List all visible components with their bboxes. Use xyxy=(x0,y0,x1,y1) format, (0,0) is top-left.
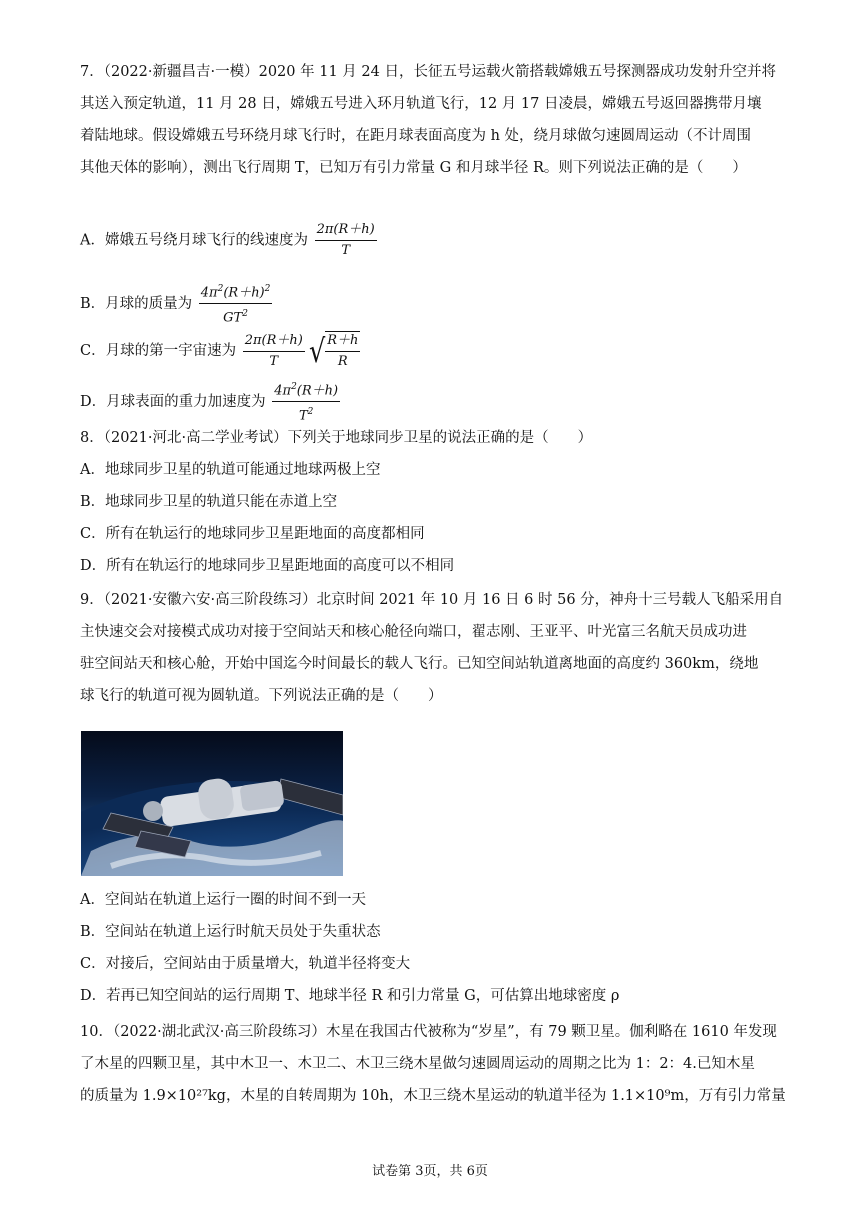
question-10-line-1: 10．（2022·湖北武汉·高三阶段练习）木星在我国古代被称为“岁星”，有 79 颗卫星。伽利略在 1610 年发现 xyxy=(80,1024,777,1040)
option-c-text: C．月球的第一宇宙速为 xyxy=(80,343,237,359)
question-9-option-b: B．空间站在轨道上运行时航天员处于失重状态 xyxy=(80,924,381,940)
question-8 xyxy=(80,422,780,582)
question-7-option-c xyxy=(80,331,360,371)
question-9-line-2: 主快速交会对接模式成功对接于空间站天和核心舱径向端口，翟志刚、王亚平、叶光富三名航天员成功进 xyxy=(80,624,747,640)
question-9-line-3: 驻空间站天和核心舱，开始中国迄今时间最长的载人飞行。已知空间站轨道离地面的高度约 360km，绕地 xyxy=(80,656,759,672)
option-a-text: A．嫦娥五号绕月球飞行的线速度为 xyxy=(80,232,308,249)
question-8-option-a: A．地球同步卫星的轨道可能通过地球两极上空 xyxy=(80,462,381,478)
option-d-formula: $\frac{4\pi^2(R+h)}{T^2}$ xyxy=(272,378,340,426)
question-7-line-1: 7．（2022·新疆昌吉·一模）2020 年 11 月 24 日，长征五号运载火箭搭载嫦娥五号探测器成功发射升空并将 xyxy=(80,64,776,80)
space-station-image xyxy=(81,731,343,876)
question-9 xyxy=(80,584,784,712)
option-b-formula: $\frac{4\pi^2(R+h)^2}{GT^2}$ xyxy=(199,280,273,328)
question-8-option-c: C．所有在轨运行的地球同步卫星距地面的高度都相同 xyxy=(80,526,425,542)
question-10-line-2: 了木星的四颗卫星，其中木卫一、木卫二、木卫三绕木星做匀速圆周运动的周期之比为 1：2：4.已知木星 xyxy=(80,1056,755,1072)
question-9-line-4: 球飞行的轨道可视为圆轨道。下列说法正确的是（ ） xyxy=(80,688,443,704)
question-10 xyxy=(80,1016,786,1112)
option-d-text: D．月球表面的重力加速度为 xyxy=(80,393,266,410)
question-10-line-3: 的质量为 1.9×10²⁷kg，木星的自转周期为 10h，木卫三绕木星运动的轨道半径为 1.1×10⁹m，万有引力常量 xyxy=(80,1088,786,1104)
question-9-option-a: A．空间站在轨道上运行一圈的时间不到一天 xyxy=(80,892,366,908)
option-a-formula: $\frac{2\pi(R+h)}{T}$ xyxy=(316,222,375,258)
question-9-option-d: D．若再已知空间站的运行周期 T、地球半径 R 和引力常量 G，可估算出地球密度 ρ xyxy=(80,988,620,1004)
option-b-text: B．月球的质量为 xyxy=(80,295,193,312)
question-7-line-2: 其送入预定轨道，11 月 28 日，嫦娥五号进入环月轨道飞行，12 月 17 日凌晨，嫦娥五号返回器携带月壤 xyxy=(80,96,762,112)
question-9-options xyxy=(80,884,780,1012)
option-c-formula: $\frac{2\pi(R+h)}{T}$ xyxy=(244,332,303,369)
question-8-stem: 8．（2021·河北·高二学业考试）下列关于地球同步卫星的说法正确的是（ ） xyxy=(80,430,593,446)
question-7-option-d xyxy=(80,378,342,426)
page-footer: 试卷第 3页，共 6页 xyxy=(372,1164,488,1179)
option-c-sqrt: √ $\frac{R+h}{R}$ xyxy=(308,332,359,370)
question-9-line-1: 9．（2021·安徽六安·高三阶段练习）北京时间 2021 年 10 月 16 日 6 时 56 分，神舟十三号载人飞船采用自 xyxy=(80,592,784,608)
question-7-option-a xyxy=(80,221,379,260)
question-8-option-d: D．所有在轨运行的地球同步卫星距地面的高度可以不相同 xyxy=(80,558,455,574)
question-7-option-b xyxy=(80,280,274,328)
question-7 xyxy=(80,56,780,184)
question-8-option-b: B．地球同步卫星的轨道只能在赤道上空 xyxy=(80,494,338,510)
question-7-line-4: 其他天体的影响），测出飞行周期 T，已知万有引力常量 G 和月球半径 R。则下列说法正确的是（ ） xyxy=(80,160,747,176)
question-7-line-3: 着陆地球。假设嫦娥五号环绕月球飞行时，在距月球表面高度为 h 处，绕月球做匀速圆周运动（不计周围 xyxy=(80,128,752,144)
question-9-option-c: C．对接后，空间站由于质量增大，轨道半径将变大 xyxy=(80,956,411,972)
